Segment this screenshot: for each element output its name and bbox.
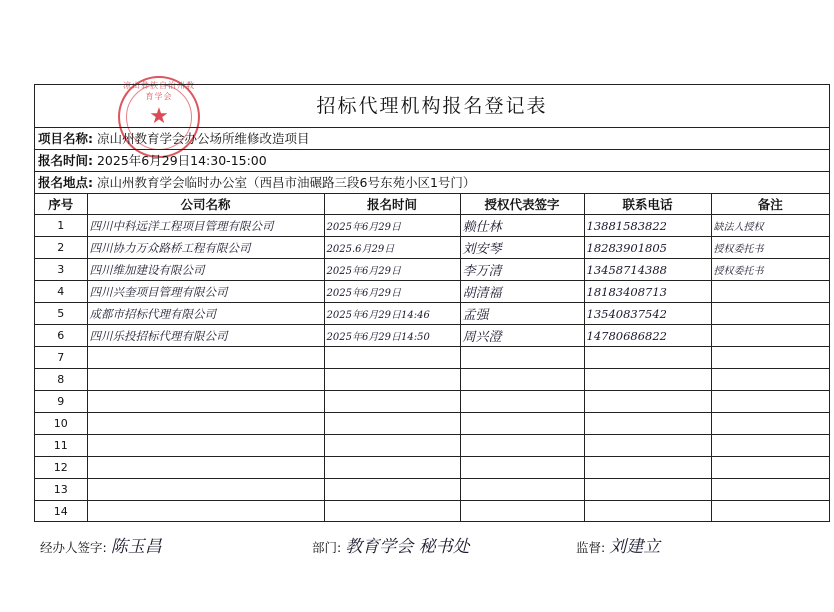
col-header-company: 公司名称 (87, 194, 324, 215)
department-signature-text: 教育学会 秘书处 (345, 537, 470, 557)
company-name-cell (87, 369, 324, 391)
row-number: 1 (35, 215, 87, 237)
table-row (35, 237, 829, 259)
table-row (35, 347, 829, 369)
registration-time-cell: 2025年6月29日 (324, 281, 460, 303)
col-header-phone: 联系电话 (584, 194, 711, 215)
note-cell (711, 501, 829, 523)
table-row (35, 215, 829, 237)
note-cell (711, 369, 829, 391)
company-name-cell: 四川兴奎项目管理有限公司 (87, 281, 324, 303)
registration-form (34, 84, 830, 522)
phone-cell (584, 479, 711, 501)
registration-time-cell (324, 391, 460, 413)
company-name-cell: 成都市招标代理有限公司 (87, 303, 324, 325)
representative-signature-cell (460, 413, 584, 435)
registration-place-label: 报名地点: (38, 175, 93, 190)
note-cell: 授权委托书 (711, 237, 829, 259)
note-cell (711, 435, 829, 457)
note-cell (711, 479, 829, 501)
note-cell (711, 325, 829, 347)
supervisor-label: 监督: (576, 540, 606, 555)
row-number: 2 (35, 237, 87, 259)
representative-signature-cell (460, 435, 584, 457)
row-number: 3 (35, 259, 87, 281)
registration-place-row (35, 172, 829, 194)
registration-time-cell (324, 413, 460, 435)
row-number: 14 (35, 501, 87, 523)
project-name-row (35, 128, 829, 150)
representative-signature-cell (460, 391, 584, 413)
representative-signature-cell: 周兴澄 (460, 325, 584, 347)
table-row (35, 391, 829, 413)
signature-footer (30, 528, 830, 558)
phone-cell (584, 435, 711, 457)
registration-time-cell (324, 347, 460, 369)
table-row (35, 369, 829, 391)
company-name-cell (87, 457, 324, 479)
phone-cell: 14780686822 (584, 325, 711, 347)
form-title: 招标代理机构报名登记表 (35, 85, 829, 128)
representative-signature-cell: 赖仕林 (460, 215, 584, 237)
registration-time-cell: 2025年6月29日14:46 (324, 303, 460, 325)
phone-cell (584, 347, 711, 369)
department-label: 部门: (312, 540, 342, 555)
registration-time-cell: 2025年6月29日 (324, 259, 460, 281)
table-row (35, 479, 829, 501)
row-number: 8 (35, 369, 87, 391)
col-header-no: 序号 (35, 194, 87, 215)
phone-cell: 13540837542 (584, 303, 711, 325)
phone-cell: 18283901805 (584, 237, 711, 259)
table-row (35, 259, 829, 281)
phone-cell (584, 457, 711, 479)
company-name-cell (87, 479, 324, 501)
handler-label: 经办人签字: (40, 540, 107, 555)
table-row (35, 303, 829, 325)
company-name-cell: 四川中科远洋工程项目管理有限公司 (87, 215, 324, 237)
table-row (35, 457, 829, 479)
registration-time-cell (324, 369, 460, 391)
col-header-rep: 授权代表签字 (460, 194, 584, 215)
phone-cell (584, 501, 711, 523)
table-row (35, 325, 829, 347)
table-row (35, 281, 829, 303)
representative-signature-cell: 刘安琴 (460, 237, 584, 259)
company-name-cell (87, 391, 324, 413)
phone-cell (584, 369, 711, 391)
seal-ring-text: 凉山彝族自治州教育学会 (123, 81, 195, 101)
row-number: 10 (35, 413, 87, 435)
registration-place-value: 凉山州教育学会临时办公室（西昌市油碾路三段6号东苑小区1号门） (96, 175, 476, 190)
note-cell (711, 303, 829, 325)
registration-table (35, 194, 829, 522)
row-number: 12 (35, 457, 87, 479)
representative-signature-cell (460, 369, 584, 391)
representative-signature-cell: 孟强 (460, 303, 584, 325)
table-header-row (35, 194, 829, 215)
registration-time-cell: 2025.6月29日 (324, 237, 460, 259)
registration-time-cell (324, 479, 460, 501)
phone-cell: 18183408713 (584, 281, 711, 303)
registration-time-row (35, 150, 829, 172)
supervisor-signature-text: 刘建立 (609, 537, 661, 557)
phone-cell: 13881583822 (584, 215, 711, 237)
registration-time-cell (324, 501, 460, 523)
note-cell (711, 391, 829, 413)
note-cell (711, 457, 829, 479)
note-cell (711, 347, 829, 369)
registration-time-label: 报名时间: (38, 153, 93, 168)
company-name-cell: 四川维加建设有限公司 (87, 259, 324, 281)
company-name-cell (87, 501, 324, 523)
row-number: 13 (35, 479, 87, 501)
registration-time-cell: 2025年6月29日14:50 (324, 325, 460, 347)
company-name-cell: 四川乐投招标代理有限公司 (87, 325, 324, 347)
note-cell (711, 281, 829, 303)
note-cell: 授权委托书 (711, 259, 829, 281)
row-number: 6 (35, 325, 87, 347)
registration-time-cell: 2025年6月29日 (324, 215, 460, 237)
representative-signature-cell (460, 347, 584, 369)
company-name-cell: 四川协力万众路桥工程有限公司 (87, 237, 324, 259)
company-name-cell (87, 413, 324, 435)
project-name-value: 凉山州教育学会办公场所维修改造项目 (96, 131, 310, 146)
project-name-label: 项目名称: (38, 131, 93, 146)
row-number: 4 (35, 281, 87, 303)
table-row (35, 501, 829, 523)
col-header-note: 备注 (711, 194, 829, 215)
representative-signature-cell (460, 457, 584, 479)
handler-signature (40, 532, 162, 557)
department-signature (312, 532, 470, 557)
row-number: 5 (35, 303, 87, 325)
representative-signature-cell: 胡清福 (460, 281, 584, 303)
registration-time-cell (324, 457, 460, 479)
representative-signature-cell: 李万清 (460, 259, 584, 281)
note-cell: 缺法人授权 (711, 215, 829, 237)
phone-cell (584, 391, 711, 413)
table-row (35, 413, 829, 435)
representative-signature-cell (460, 479, 584, 501)
row-number: 9 (35, 391, 87, 413)
registration-time-cell (324, 435, 460, 457)
handler-signature-text: 陈玉昌 (110, 537, 162, 557)
registration-time-value: 2025年6月29日14:30-15:00 (96, 153, 267, 168)
supervisor-signature (576, 532, 660, 557)
row-number: 11 (35, 435, 87, 457)
row-number: 7 (35, 347, 87, 369)
company-name-cell (87, 435, 324, 457)
col-header-time: 报名时间 (324, 194, 460, 215)
note-cell (711, 413, 829, 435)
phone-cell: 13458714388 (584, 259, 711, 281)
representative-signature-cell (460, 501, 584, 523)
seal-star-icon: ★ (149, 104, 169, 129)
table-row (35, 435, 829, 457)
phone-cell (584, 413, 711, 435)
company-name-cell (87, 347, 324, 369)
